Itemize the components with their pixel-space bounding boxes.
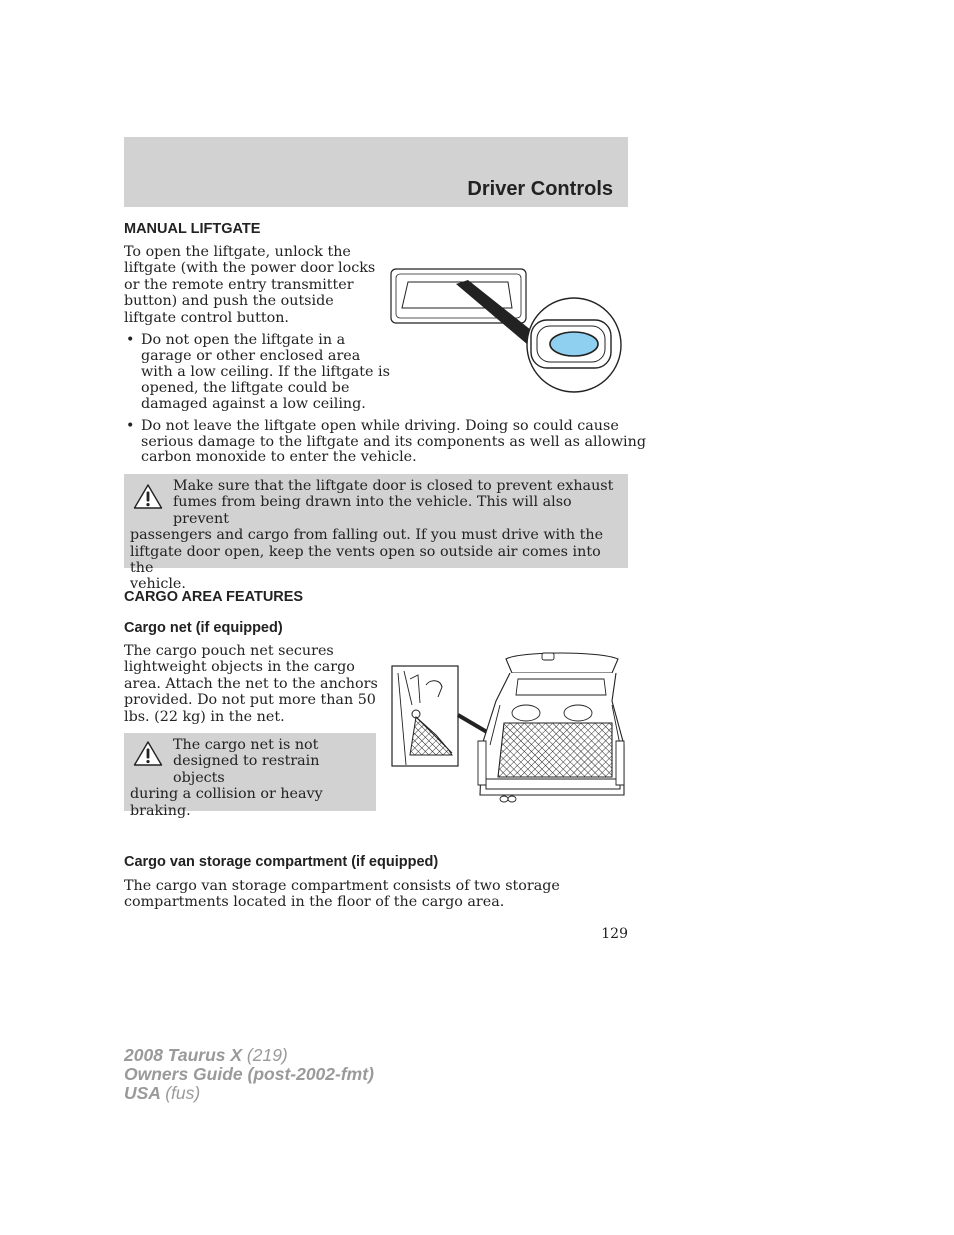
- cargo-net-heading: Cargo net (if equipped): [124, 620, 283, 636]
- cargo-net-body: The cargo pouch net secures lightweight objects in the cargo area. Attach the net to the anchors provided. Do not put more than 50 lbs. (22 kg) in the net.: [124, 643, 378, 725]
- bullet-marker: •: [126, 418, 135, 434]
- cargo-net-warning-box: [124, 733, 376, 819]
- section-header-bar: [124, 137, 628, 207]
- cargo-net-illustration: [390, 645, 628, 807]
- footer-line-1: 2008 Taurus X (219): [124, 1045, 288, 1065]
- liftgate-bullet-low-ceiling: • Do not open the liftgate in a garage or other enclosed area with a low ceiling. If the liftgate is opened, the liftgate could be damaged against a low ceiling.: [126, 332, 390, 412]
- manual-liftgate-heading: MANUAL LIFTGATE: [124, 221, 261, 237]
- liftgate-bullet-driving: • Do not leave the liftgate open while driving. Doing so could cause serious damage to the liftgate and its components as well as allowing carbon monoxide to enter the vehicle.: [126, 418, 646, 465]
- page-number: 129: [601, 926, 628, 942]
- footer-line-3: USA (fus): [124, 1083, 201, 1103]
- storage-compartment-body: The cargo van storage compartment consists of two storage compartments located in the floor of the cargo area.: [124, 878, 560, 911]
- footer-line-2: Owners Guide (post-2002-fmt): [124, 1064, 374, 1084]
- liftgate-warning-text: Make sure that the liftgate door is closed to prevent exhaust fumes from being drawn into the vehicle. This will also prevent passengers and cargo from falling out. If you must drive with the liftgate door open, keep the vents open so outside air comes into the vehicle.: [130, 478, 614, 593]
- manual-liftgate-intro: To open the liftgate, unlock the liftgate (with the power door locks or the remote entry transmitter button) and push the outside liftgate control button.: [124, 244, 376, 326]
- cargo-net-warning-text: The cargo net is not designed to restrain objects during a collision or heavy braking.: [130, 737, 323, 819]
- bullet-marker: •: [126, 332, 135, 348]
- document-footer: [124, 1046, 374, 1103]
- liftgate-warning-box: [124, 474, 628, 593]
- storage-compartment-heading: Cargo van storage compartment (if equipped): [124, 854, 439, 870]
- cargo-area-heading: CARGO AREA FEATURES: [124, 589, 304, 605]
- section-title: Driver Controls: [467, 178, 613, 200]
- liftgate-button-illustration: [388, 266, 628, 396]
